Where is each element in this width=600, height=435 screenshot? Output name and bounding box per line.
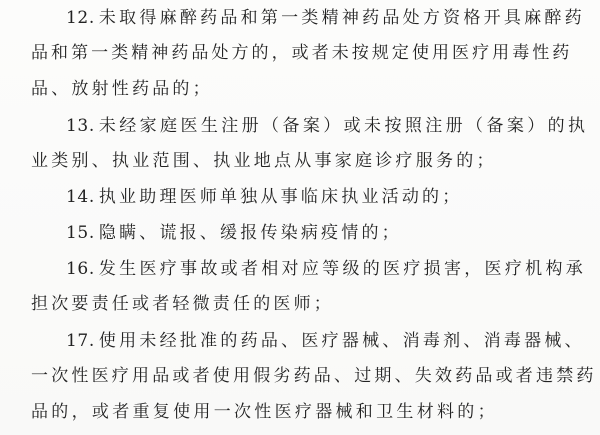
item-15-number: 15. <box>66 223 95 243</box>
item-12-line-1 <box>66 8 585 28</box>
item-13-number: 13. <box>66 116 95 136</box>
item-13-line-2: 业类别、执业范围、执业地点从事家庭诊疗服务的； <box>31 151 497 171</box>
item-17-line-3: 品的，或者重复使用一次性医疗器械和卫生材料的； <box>31 402 498 422</box>
item-14-line-1 <box>66 187 462 207</box>
item-17-text-1: 使用未经批准的药品、医疗器械、消毒剂、消毒器械、 <box>98 331 585 351</box>
item-12-line-2: 品和第一类精神药品处方的，或者未按规定使用医疗用毒性药 <box>31 43 573 63</box>
item-12-text-1: 未取得麻醉药品和第一类精神药品处方资格开具麻醉药 <box>98 8 585 28</box>
item-16-text-1: 发生医疗事故或者相对应等级的医疗损害，医疗机构承 <box>98 259 587 279</box>
item-15-text-1: 隐瞒、谎报、缓报传染病疫情的； <box>98 223 402 243</box>
item-16-number: 16. <box>66 259 95 279</box>
item-14-text-1: 执业助理医师单独从事临床执业活动的； <box>98 187 463 207</box>
item-16-line-1 <box>66 259 586 279</box>
item-13-text-1: 未经家庭医生注册（备案）或未按照注册（备案）的执 <box>98 116 589 136</box>
item-17-line-1 <box>66 331 585 351</box>
item-15-line-1 <box>66 223 402 243</box>
item-16-line-2: 担次要责任或者轻微责任的医师； <box>31 294 334 314</box>
item-12-line-3: 品、放射性药品的； <box>31 79 213 99</box>
item-17-number: 17. <box>66 331 95 351</box>
item-13-line-1 <box>66 116 588 136</box>
item-14-number: 14. <box>66 187 95 207</box>
item-12-number: 12. <box>66 8 95 28</box>
item-17-line-2: 一次性医疗用品或者使用假劣药品、过期、失效药品或者违禁药 <box>31 366 597 386</box>
